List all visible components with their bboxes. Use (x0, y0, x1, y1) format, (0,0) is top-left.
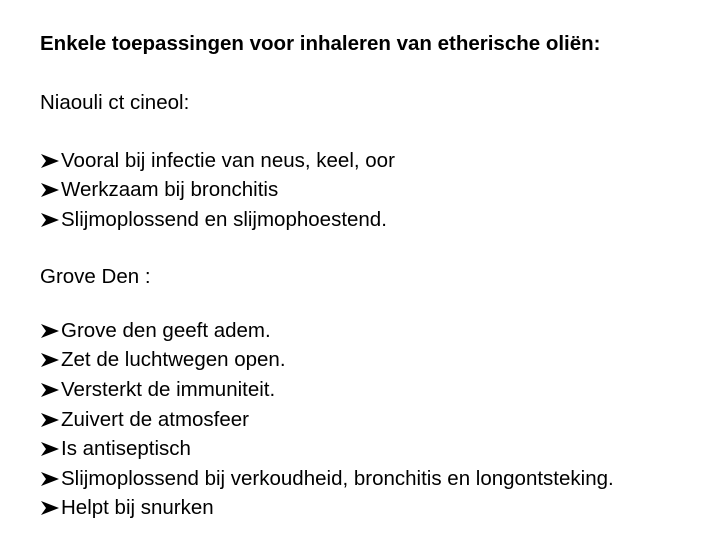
arrowhead-bullet-icon (40, 323, 60, 339)
niaouli-bullet-list (40, 146, 395, 235)
list-item-text: Zuivert de atmosfeer (61, 407, 249, 431)
arrowhead-bullet-icon (40, 500, 60, 516)
list-item (40, 316, 614, 346)
list-item (40, 434, 614, 464)
list-item-text: Vooral bij infectie van neus, keel, oor (61, 148, 395, 172)
arrowhead-bullet-icon (40, 471, 60, 487)
arrowhead-bullet-icon (40, 412, 60, 428)
section-heading-grove-den: Grove Den : (40, 265, 151, 288)
list-item-text: Is antiseptisch (61, 437, 191, 461)
list-item (40, 405, 614, 435)
list-item-text: Versterkt de immuniteit. (61, 377, 276, 401)
arrowhead-bullet-icon (40, 441, 60, 457)
list-item (40, 176, 395, 206)
list-item-text: Zet de luchtwegen open. (61, 348, 286, 372)
list-item (40, 464, 614, 494)
list-item (40, 346, 614, 376)
slide-title: Enkele toepassingen voor inhaleren van etherische oliën: (40, 32, 601, 55)
arrowhead-bullet-icon (40, 182, 60, 198)
list-item-text: Helpt bij snurken (61, 496, 214, 520)
list-item (40, 205, 395, 235)
list-item (40, 146, 395, 176)
section-heading-niaouli: Niaouli ct cineol: (40, 91, 190, 114)
list-item-text: Slijmoplossend bij verkoudheid, bronchitis en longontsteking. (61, 466, 614, 490)
arrowhead-bullet-icon (40, 382, 60, 398)
list-item (40, 494, 614, 524)
grove-den-bullet-list (40, 316, 614, 523)
arrowhead-bullet-icon (40, 153, 60, 169)
list-item-text: Grove den geeft adem. (61, 318, 271, 342)
list-item-text: Slijmoplossend en slijmophoestend. (61, 207, 387, 231)
list-item (40, 375, 614, 405)
arrowhead-bullet-icon (40, 352, 60, 368)
list-item-text: Werkzaam bij bronchitis (61, 178, 279, 202)
arrowhead-bullet-icon (40, 212, 60, 228)
